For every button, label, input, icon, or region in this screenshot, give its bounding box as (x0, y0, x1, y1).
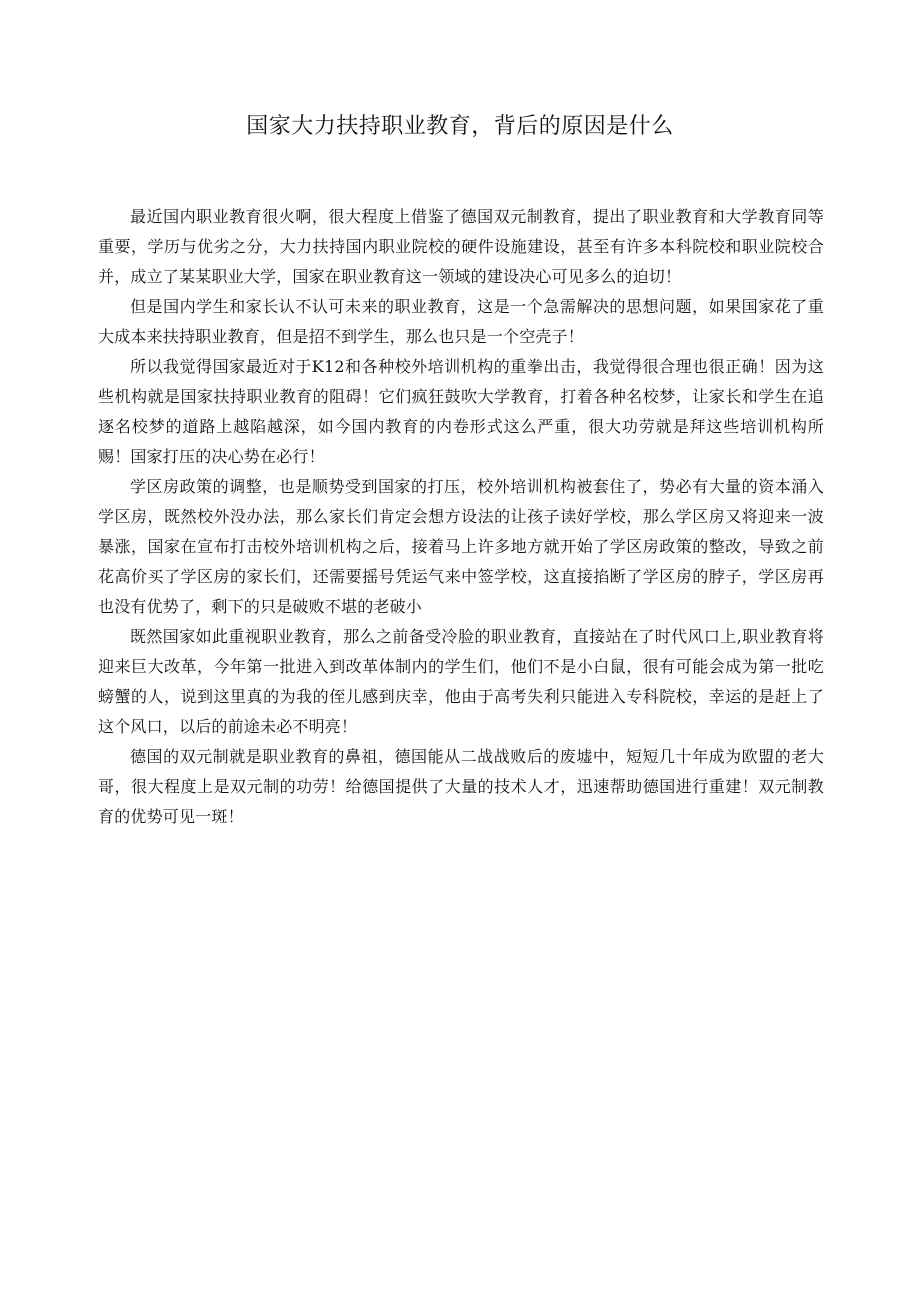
paragraph-2: 但是国内学生和家长认不认可未来的职业教育，这是一个急需解决的思想问题，如果国家花了重大成本来扶持职业教育，但是招不到学生，那么也只是一个空壳子！ (98, 297, 824, 346)
paragraph-6: 德国的双元制就是职业教育的鼻祖，德国能从二战战败后的废墟中，短短几十年成为欧盟的老大哥，很大程度上是双元制的功劳！给德国提供了大量的技术人才，迅速帮助德国进行重建！双元制教育的优势可见一斑！ (98, 747, 824, 826)
paragraph-5: 既然国家如此重视职业教育，那么之前备受冷脸的职业教育，直接站在了时代风口上,职业教育将迎来巨大改革，今年第一批进入到改革体制内的学生们，他们不是小白鼠，很有可能会成为第一批吃螃蟹的人，说到这里真的为我的侄儿感到庆幸，他由于高考失利只能进入专科院校，幸运的是赶上了这个风口，以后的前途未必不明亮！ (98, 627, 824, 736)
paragraph-4: 学区房政策的调整，也是顺势受到国家的打压，校外培训机构被套住了，势必有大量的资本涌入学区房，既然校外没办法，那么家长们肯定会想方设法的让孩子读好学校，那么学区房又将迎来一波暴涨，国家在宣布打击校外培训机构之后，接着马上许多地方就开始了学区房政策的整改，导致之前花高价买了学区房的家长们，还需要摇号凭运气来中签学校，这直接掐断了学区房的脖子，学区房再也没有优势了，剩下的只是破败不堪的老破小 (98, 477, 824, 616)
paragraph-1: 最近国内职业教育很火啊，很大程度上借鉴了德国双元制教育，提出了职业教育和大学教育同等重要，学历与优劣之分，大力扶持国内职业院校的硬件设施建设，甚至有许多本科院校和职业院校合并，成立了某某职业大学，国家在职业教育这一领域的建设决心可见多么的迫切！ (98, 207, 824, 286)
document-title: 国家大力扶持职业教育，背后的原因是什么 (246, 114, 674, 139)
paragraph-3: 所以我觉得国家最近对于K12和各种校外培训机构的重拳出击，我觉得很合理也很正确！因为这些机构就是国家扶持职业教育的阻碍！它们疯狂鼓吹大学教育，打着各种名校梦，让家长和学生在追逐名校梦的道路上越陷越深，如今国内教育的内卷形式这么严重，很大功劳就是拜这些培训机构所赐！国家打压的决心势在必行！ (98, 357, 824, 466)
document-body (98, 202, 824, 832)
